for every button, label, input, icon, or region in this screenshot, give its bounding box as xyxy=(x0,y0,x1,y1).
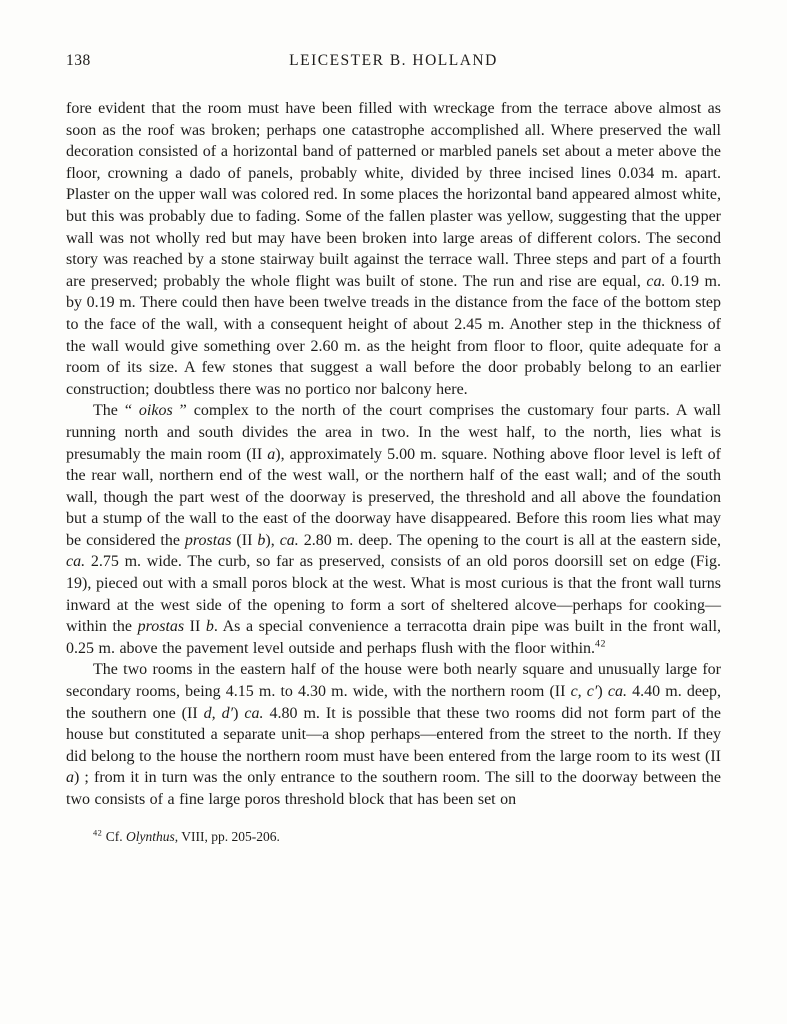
text-run: II xyxy=(184,618,206,636)
running-head-title: LEICESTER B. HOLLAND xyxy=(289,52,498,69)
page-number: 138 xyxy=(66,52,91,69)
footnote-marker: 42 xyxy=(595,638,606,650)
text-run: 2.80 m. deep. The opening to the court is all at the eastern side, xyxy=(298,531,722,549)
text-run: fore evident that the room must have been filled with wreckage from the terrace above almost as soon as the roof was broken; perhaps one catastrophe accomplished all. Where preserved the wall decoration consisted of a horizontal band of patterned or marbled panels set about a meter above the floor, crowning a dado of panels, probably white, divided by three incised lines 0.034 m. apart. Plaster on the upper wall was colored red. In some places the horizontal band appeared almost white, but this was probably due to fading. Some of the fallen plaster was yellow, suggesting that the upper wall was not wholly red but may have been broken into large areas of different colors. The second story was reached by a stone stairway built against the terrace wall. Three steps and part of a fourth are preserved; probably the whole flight was built of stone. The run and rise are equal, xyxy=(66,100,721,290)
page-header xyxy=(66,52,721,74)
italic-text: c, c′ xyxy=(570,683,598,701)
italic-text: b xyxy=(257,531,266,549)
text-run: , VIII, pp. 205-206. xyxy=(174,828,280,844)
italic-text: Olynthus xyxy=(125,828,175,844)
italic-text: oikos xyxy=(138,402,173,420)
italic-text: d, d′ xyxy=(203,704,234,722)
text-run: 2.75 m. wide. The curb, so far as preserved, consists of an old poros doorsill set on edge (Fig. 19), pieced out with a small poros block at the west. What is most curious is that the front wall turns inward at the west side of the opening to form a sort of sheltered alcove—perhaps for cooking—within the xyxy=(66,553,721,636)
paragraph xyxy=(66,400,721,659)
paragraph xyxy=(66,98,721,400)
italic-text: a xyxy=(66,769,74,787)
text-run: 4.40 m. deep, the southern one (II xyxy=(66,683,722,722)
italic-text: ca. xyxy=(607,683,627,701)
text-run: ” complex to the north of the court comprises the customary four parts. A wall running north and south divides the area in two. In the west half, to the north, lies what is presumably the main room (II xyxy=(66,402,721,463)
page-body xyxy=(66,98,721,811)
italic-text: ca. xyxy=(66,553,86,571)
footnote-marker: 42 xyxy=(93,828,103,838)
italic-text: b xyxy=(205,618,214,636)
italic-text: ca. xyxy=(279,531,299,549)
italic-text: prostas xyxy=(184,531,232,549)
text-run: ) ; from it in turn was the only entrance to the southern room. The sill to the doorway between the two consists of a fine large poros threshold block that has been set on xyxy=(66,769,721,808)
italic-text: ca. xyxy=(646,272,666,290)
text-run: The two rooms in the eastern half of the house were both nearly square and unusually large for secondary rooms, being 4.15 m. to 4.30 m. wide, with the northern room (II xyxy=(66,661,721,701)
text-run: The “ xyxy=(93,402,139,420)
footnote-text xyxy=(66,828,721,846)
italic-text: prostas xyxy=(137,618,185,636)
italic-text: a xyxy=(267,445,276,463)
text-run: 0.19 m. by 0.19 m. There could then have been twelve treads in the distance from the face of the bottom step to the face of the wall, with a consequent height of about 2.45 m. Another step in the thickness of the wall would give something over 2.60 m. as the height from floor to floor, quite adequate for a room of its size. A few stones that suggest a wall before the door probably belong to an earlier construction; doubtless there was no portico nor balcony here. xyxy=(66,272,721,398)
text-run: 4.80 m. It is possible that these two rooms did not form part of the house but constituted a separate unit—a shop perhaps—entered from the street to the north. If they did belong to the house the northern room must have been entered from the large room to its west (II xyxy=(66,704,722,765)
text-run: ), approximately 5.00 m. square. Nothing above floor level is left of the rear wall, northern end of the west wall, or the northern half of the east wall; and of the south wall, though the part west of the doorway is preserved, the threshold and all above the foundation but a stump of the wall to the east of the doorway have disappeared. Before this room lies what may be considered the xyxy=(66,445,722,549)
footnote xyxy=(66,828,721,846)
italic-text: ca. xyxy=(244,704,264,722)
text-run: ) xyxy=(597,683,608,701)
text-run: . As a special convenience a terracotta drain pipe was built in the front wall, 0.25 m. above the pavement level outside and perhaps flush with the floor within. xyxy=(66,618,722,657)
text-run: (II xyxy=(231,531,258,549)
paragraph xyxy=(66,659,721,810)
text-run: ), xyxy=(265,531,280,549)
text-run: ) xyxy=(233,704,245,722)
text-run: Cf. xyxy=(102,828,126,844)
